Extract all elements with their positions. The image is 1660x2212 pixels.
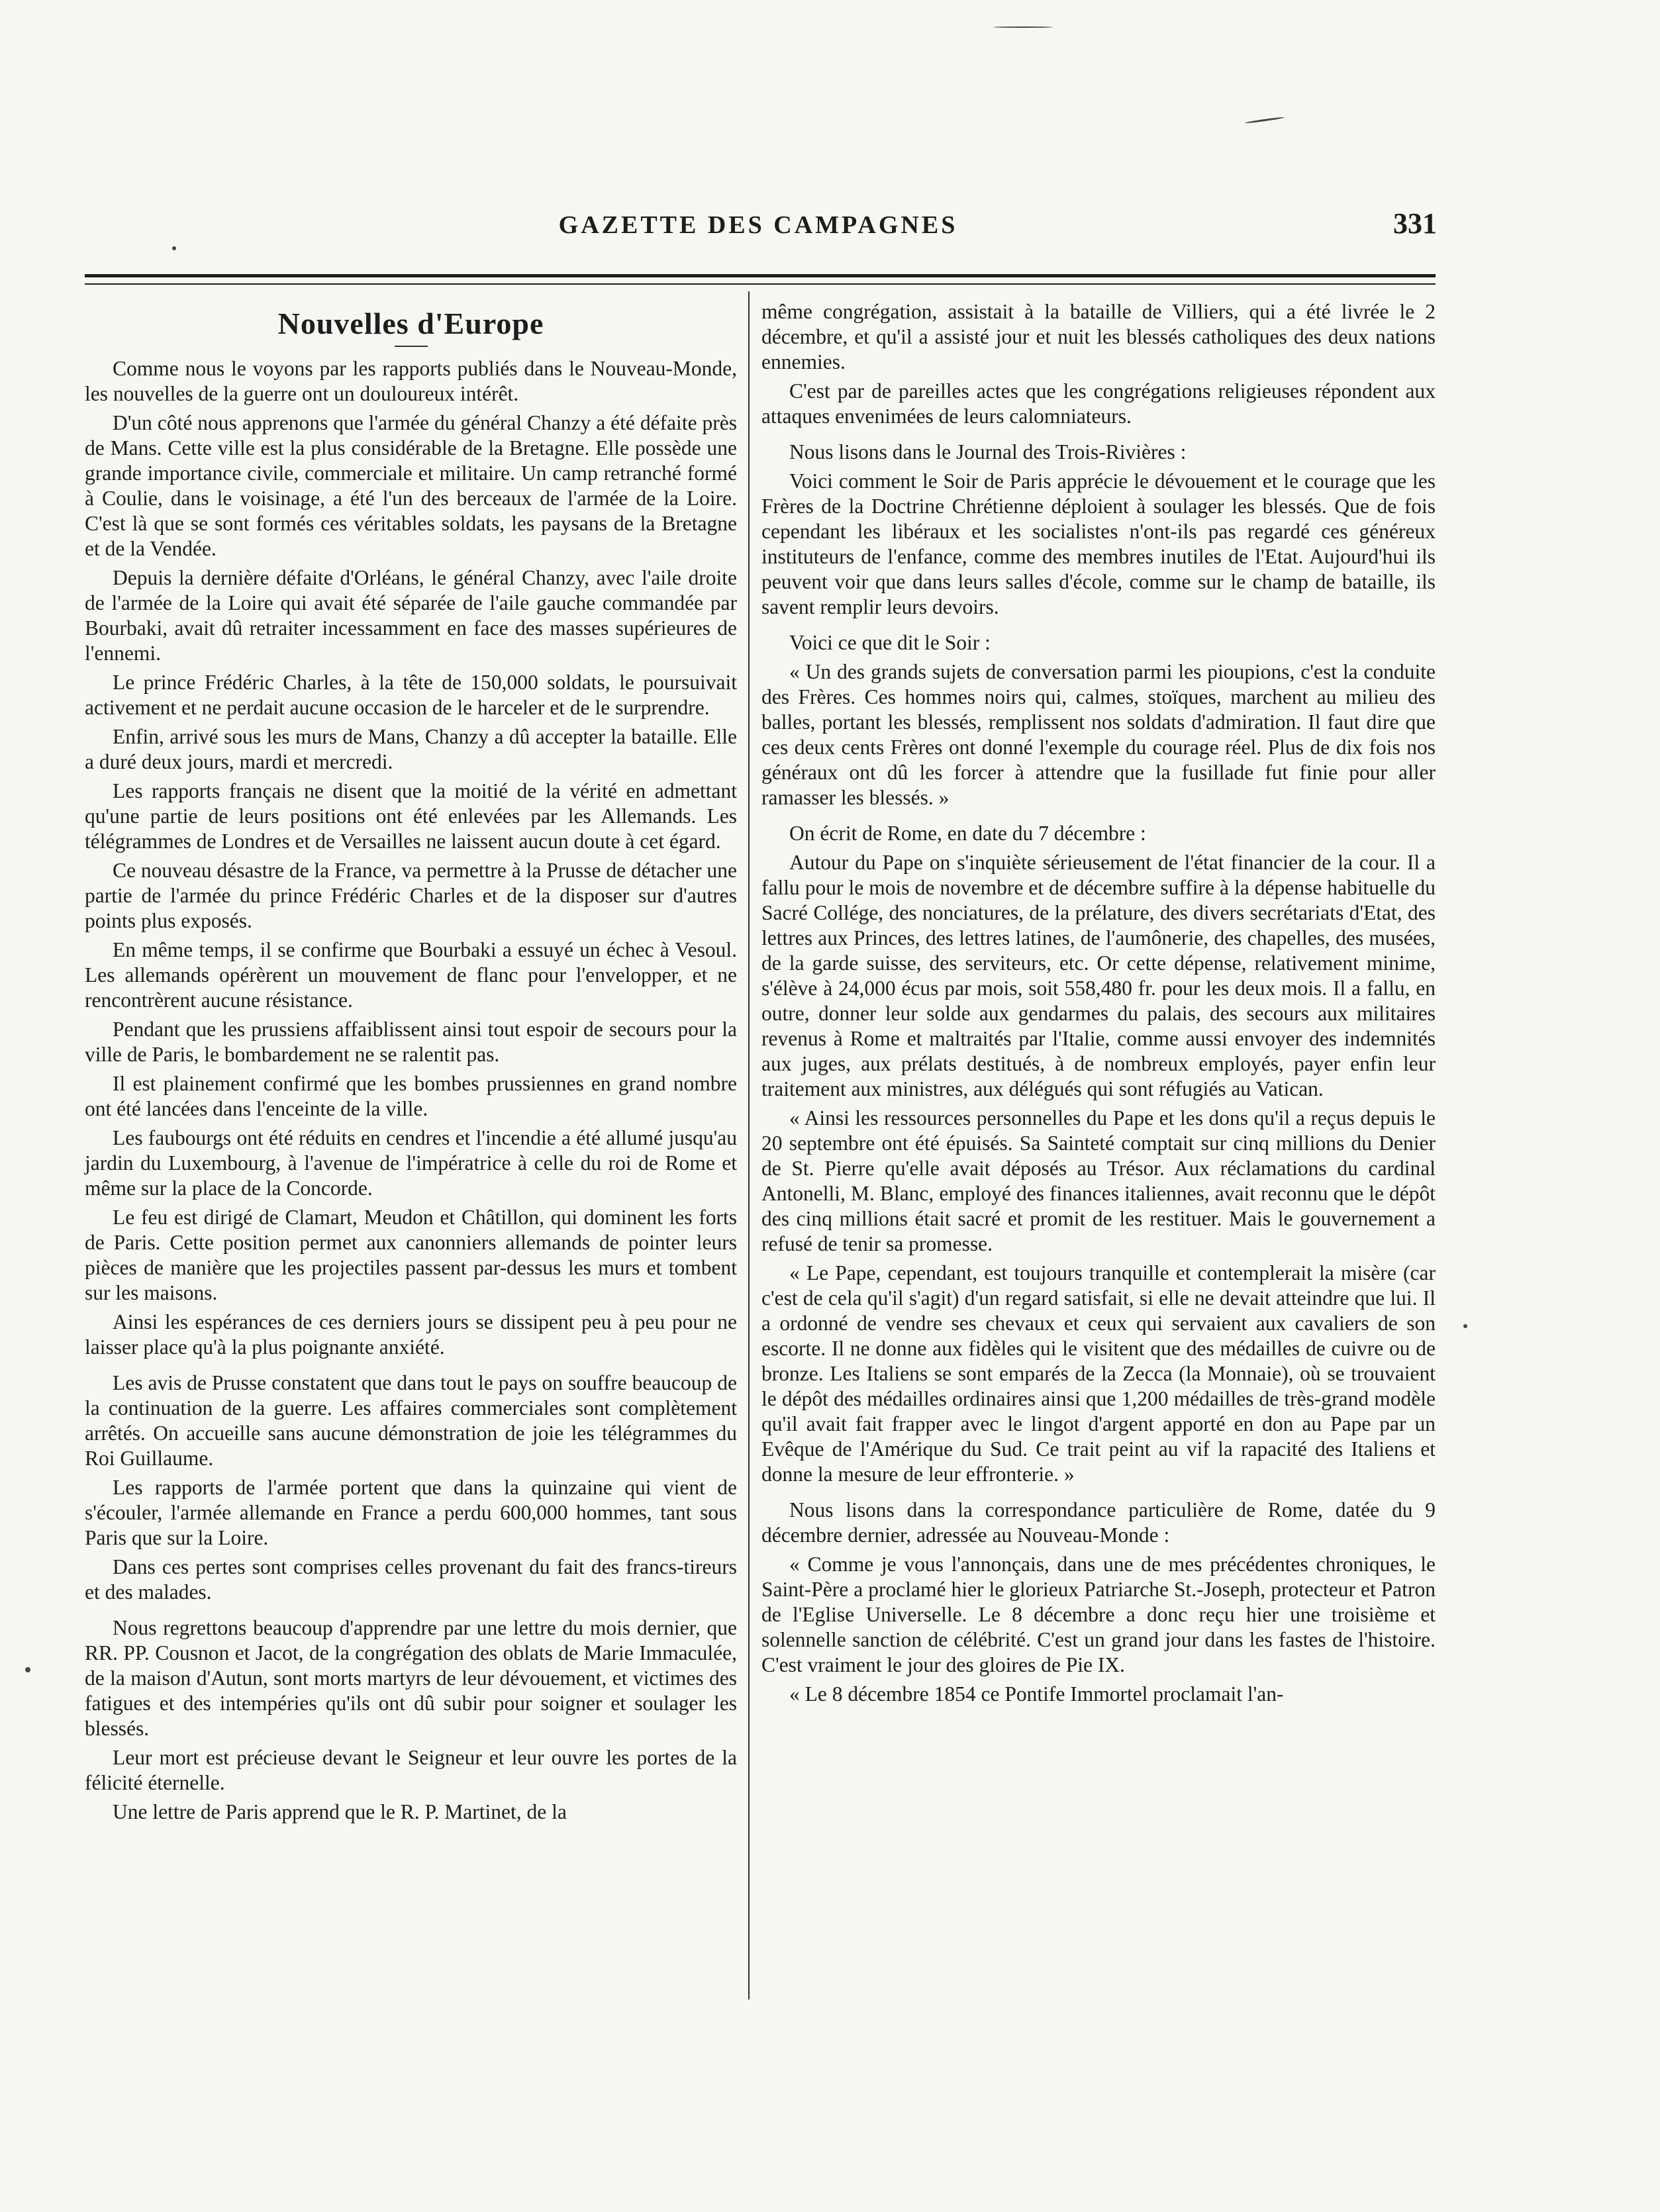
paragraph: « Comme je vous l'annonçais, dans une de mes précédentes chroniques, le Saint-Père a proclamé hier le glorieux Patriarche St.-Joseph, protecteur et Patron de l'Eglise Universelle. Le 8 décembre a donc reçu hier une troisième et solennelle sanction de célébrité. C'est un grand jour dans les fastes de l'histoire. C'est vraiment le jour des gloires de Pie IX. — [761, 1553, 1436, 1676]
paragraph: Une lettre de Paris apprend que le R. P. Martinet, de la — [113, 1800, 567, 1823]
left-column — [85, 299, 737, 1829]
paragraph: « Ainsi les ressources personnelles du Pape et les dons qu'il a reçus depuis le 20 septembre ont été épuisés. Sa Sainteté comptait sur cinq millions du Denier de St. Pierre qu'elle avait déposés au Trésor. Aux réclamations du cardinal Antonelli, M. Blanc, employé des finances italiennes, avait reconnu que le dépôt des cinq millions était sacré et promit de les restituer. Mais le gouvernement a refusé de tenir sa promesse. — [761, 1106, 1436, 1255]
header-rule-thick — [85, 274, 1436, 277]
paragraph: même congrégation, assistait à la bataille de Villiers, qui a été livrée le 2 décembre, et qu'il a assisté jour et nuit les blessés catholiques des deux nations ennemies. — [761, 300, 1436, 373]
paragraph: On écrit de Rome, en date du 7 décembre : — [789, 822, 1146, 845]
paragraph: Nous regrettons beaucoup d'apprendre par une lettre du mois dernier, que RR. PP. Cousnon et Jacot, de la congrégation des oblats de Marie Immaculée, de la maison d'Autun, sont morts martyrs de leur dévouement, et victimes des fatigues et des intempéries qu'ils ont dû subir pour soigner et soulager les blessés. — [85, 1616, 737, 1740]
page-number: 331 — [1393, 207, 1437, 240]
right-column — [761, 299, 1436, 1711]
paragraph: Voici comment le Soir de Paris apprécie le dévouement et le courage que les Frères de la Doctrine Chrétienne déploient à soulager les blessés. Que de fois cependant les libéraux et les socialistes n'ont-ils pas regardé ces généreux instituteurs de l'enfance, comme des membres inutiles de l'Etat. Aujourd'hui ils peuvent voir que dans leurs salles d'école, comme sur le champ de bataille, ils savent remplir leurs devoirs. — [761, 469, 1436, 618]
scan-speck — [172, 246, 176, 250]
paragraph: « Le Pape, cependant, est toujours tranquille et contemplerait la misère (car c'est de cela qu'il s'agit) d'un regard satisfait, si elle ne devait atteindre que lui. Il a ordonné de vendre ses chevaux et ceux qui servaient aux cavaliers de son escorte. Il ne donne aux fidèles qui le visitent que des médailles de cuivre ou de bronze. Les Italiens se sont emparés de la Zecca (la Monnaie), où se trouvaient le dépôt des médailles ordinaires ainsi que 1,200 médailles de très-grand modèle qu'il avait fait frapper avec le lingot d'argent apporté en don au Pape par un Evêque de l'Amérique du Sud. Ce trait peint au vif la rapacité des Italiens et donne la mesure de leur effronterie. » — [761, 1261, 1436, 1486]
scan-speck — [1463, 1324, 1467, 1328]
paragraph: Les rapports français ne disent que la moitié de la vérité en admettant qu'une partie de leurs positions ont été enlevées par les Allemands. Les télégrammes de Londres et de Versailles ne laissent aucun doute à cet égard. — [85, 779, 737, 853]
paragraph: Comme nous le voyons par les rapports publiés dans le Nouveau-Monde, les nouvelles de la guerre ont un douloureux intérêt. — [85, 357, 737, 405]
paragraph: Depuis la dernière défaite d'Orléans, le général Chanzy, avec l'aile droite de l'armée de la Loire qui avait été séparée de l'aile gauche commandée par Bourbaki, avait dû retraiter incessamment en face des masses supérieures de l'ennemi. — [85, 566, 737, 665]
paragraph: Il est plainement confirmé que les bombes prussiennes en grand nombre ont été lancées dans l'enceinte de la ville. — [85, 1072, 737, 1120]
paragraph: Enfin, arrivé sous les murs de Mans, Chanzy a dû accepter la bataille. Elle a duré deux jours, mardi et mercredi. — [85, 725, 737, 773]
column-divider — [748, 291, 750, 1999]
paragraph: Ce nouveau désastre de la France, va permettre à la Prusse de détacher une partie de l'armée du prince Frédéric Charles et de la disposer sur d'autres points plus exposés. — [85, 859, 737, 932]
paragraph: Le feu est dirigé de Clamart, Meudon et Châtillon, qui dominent les forts de Paris. Cette position permet aux canonniers allemands de pointer leurs pièces de manière que les projectiles passent par-dessus les murs et tombent sur les maisons. — [85, 1206, 737, 1304]
paragraph: « Le 8 décembre 1854 ce Pontife Immortel proclamait l'an- — [789, 1682, 1284, 1706]
paragraph: Nous lisons dans la correspondance particulière de Rome, datée du 9 décembre dernier, adressée au Nouveau-Monde : — [761, 1498, 1436, 1547]
paragraph: « Un des grands sujets de conversation parmi les pioupions, c'est la conduite des Frères. Ces hommes noirs qui, calmes, stoïques, marchent au milieu des balles, portant les blessés, remplissent nos soldats d'admiration. Il faut dire que ces deux cents Frères ont donné l'exemple du courage réel. Plus de dix fois nos généraux ont dû les forcer à attendre que la fusillade fut finie pour aller ramasser les blessés. » — [761, 660, 1436, 809]
paragraph: Ainsi les espérances de ces derniers jours se dissipent peu à peu pour ne laisser place qu'à la plus poignante anxiété. — [85, 1310, 737, 1359]
paragraph: Leur mort est précieuse devant le Seigneur et leur ouvre les portes de la félicité éternelle. — [85, 1746, 737, 1794]
paragraph: En même temps, il se confirme que Bourbaki a essuyé un échec à Vesoul. Les allemands opérèrent un mouvement de flanc pour l'envelopper, et ne rencontrèrent aucune résistance. — [85, 938, 737, 1012]
paragraph: Dans ces pertes sont comprises celles provenant du fait des francs-tireurs et des malades. — [85, 1555, 737, 1604]
paragraph: Voici ce que dit le Soir : — [789, 631, 991, 654]
paragraph: C'est par de pareilles actes que les congrégations religieuses répondent aux attaques envenimées de leurs calomniateurs. — [761, 379, 1436, 428]
paragraph: Autour du Pape on s'inquiète sérieusement de l'état financier de la cour. Il a fallu pour le mois de novembre et de décembre suffire à la dépense habituelle du Sacré Collége, des nonciatures, de la prélature, des divers secrétariats d'Etat, des lettres aux Princes, des lettres latines, de l'aumônerie, des chapelles, des musées, de la garde suisse, des serviteurs, etc. Or cette dépense, relativement minime, s'élève à 24,000 écus par mois, soit 558,480 fr. pour les deux mois. Il a fallu, en outre, donner leur solde aux gendarmes du palais, des secours aux militaires revenus à Rome et maltraités par l'Italie, comme aussi envoyer des indemnités aux juges, aux prélats destitués, à de nombreux employés, payer enfin leur traitement aux ministres, aux délégués qui sont réfugiés au Vatican. — [761, 851, 1436, 1100]
paragraph: Nous lisons dans le Journal des Trois-Rivières : — [789, 440, 1187, 463]
scan-speck — [993, 26, 1053, 28]
paragraph: Pendant que les prussiens affaiblissent ainsi tout espoir de secours pour la ville de Paris, le bombardement ne se ralentit pas. — [85, 1018, 737, 1066]
title-rule — [395, 346, 428, 347]
header-rule-thin — [85, 283, 1436, 285]
section-title: Nouvelles d'Europe — [277, 307, 544, 340]
paragraph: Les faubourgs ont été réduits en cendres et l'incendie a été allumé jusqu'au jardin du Luxembourg, à l'avenue de l'impératrice à celle du roi de Rome et même sur la place de la Concorde. — [85, 1126, 737, 1200]
paragraph: Les avis de Prusse constatent que dans tout le pays on souffre beaucoup de la continuation de la guerre. Les affaires commerciales sont complètement arrêtés. On accueille sans aucune démonstration de joie les télégrammes du Roi Guillaume. — [85, 1371, 737, 1470]
page-header — [79, 207, 1437, 257]
running-title: GAZETTE DES CAMPAGNES — [558, 211, 958, 239]
paragraph: Le prince Frédéric Charles, à la tête de 150,000 soldats, le poursuivait activement et ne perdait aucune occasion de le harceler et de le surprendre. — [85, 671, 737, 719]
scan-speck — [1245, 117, 1285, 124]
paragraph: D'un côté nous apprenons que l'armée du général Chanzy a été défaite près de Mans. Cette ville est la plus considérable de la Bretagne. Elle possède une grande importance civile, commerciale et militaire. Un camp retranché formé à Coulie, dans le voisinage, a été l'un des berceaux de l'armée de la Loire. C'est là que se sont formés ces véritables soldats, les paysans de la Bretagne et de la Vendée. — [85, 411, 737, 560]
paragraph: Les rapports de l'armée portent que dans la quinzaine qui vient de s'écouler, l'armée allemande en France a perdu 600,000 hommes, tant sous Paris que sur la Loire. — [85, 1476, 737, 1549]
scan-speck — [25, 1667, 30, 1672]
